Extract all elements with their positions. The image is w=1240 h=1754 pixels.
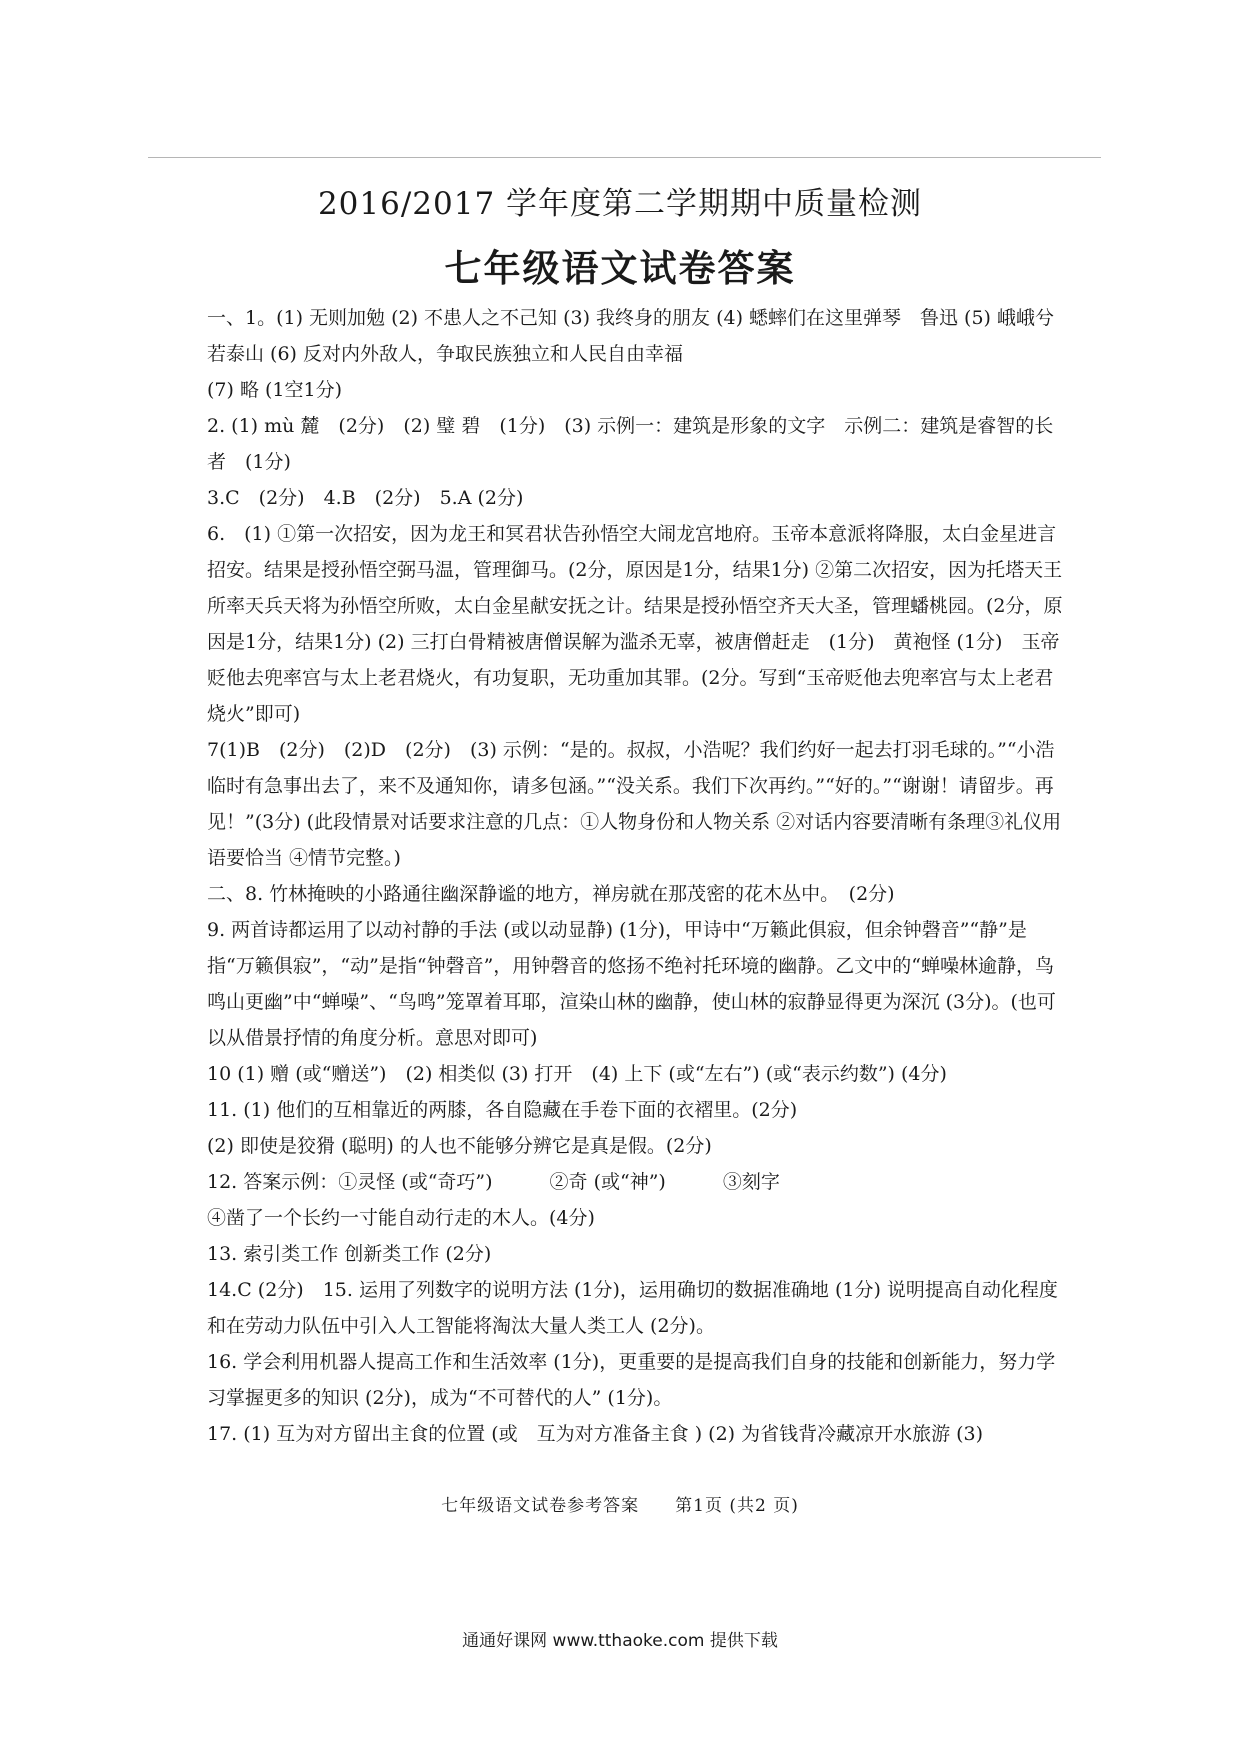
answer-8: 二、8. 竹林掩映的小路通往幽深静谧的地方，禅房就在那茂密的花木丛中。 (2分) — [207, 883, 895, 905]
exam-title: 2016/2017 学年度第二学期期中质量检测 — [317, 186, 923, 222]
answer-9: 9. 两首诗都运用了以动衬静的手法 (或以动显静) (1分)，甲诗中“万籁此俱寂，但余钟磬音”“静”是指“万籁俱寂”，“动”是指“钟磬音”，用钟磬音的悠扬不绝衬托环境的幽静。乙文中的“蝉噪林逾静，鸟鸣山更幽”中“蝉噪”、“鸟鸣”笼罩着耳耶，渲染山林的幽静，使山林的寂静显得更为深沉 (3分)。(也可以从借景抒情的角度分析。意思对即可) — [207, 919, 1056, 1049]
answer-7: 7(1)B (2分) (2)D (2分) (3) 示例：“是的。叔叔，小浩呢？我们约好一起去打羽毛球的。”“小浩临时有急事出去了，来不及通知你，请多包涵。”“没关系。我们下次再约。”“好的。”“谢谢！请留步。再见！”(3分) (此段情景对话要求注意的几点：①人物身份和人物关系 ②对话内容要清晰有条理③礼仪用语要恰当 ④情节完整。) — [207, 739, 1062, 869]
answer-12-a: 12. 答案示例：①灵怪 (或“奇巧”) ②奇 (或“神”) ③刻字 — [207, 1171, 780, 1193]
answer-11-1: 11. (1) 他们的互相靠近的两膝，各自隐藏在手卷下面的衣褶里。(2分) — [207, 1099, 798, 1121]
answer-10: 10 (1) 赠 (或“赠送”) (2) 相类似 (3) 打开 (4) 上下 (或“左右”) (或“表示约数”) (4分) — [207, 1063, 947, 1085]
answer-12-b: ④凿了一个长约一寸能自动行走的木人。(4分) — [207, 1207, 595, 1229]
answer-16: 16. 学会利用机器人提高工作和生活效率 (1分)，更重要的是提高我们自身的技能和创新能力，努力学习掌握更多的知识 (2分)，成为“不可替代的人” (1分)。 — [207, 1351, 1056, 1409]
page-footer: 七年级语文试卷参考答案 第1页 (共2 页) — [441, 1496, 799, 1516]
top-rule — [148, 157, 1101, 158]
answer-17: 17. (1) 互为对方留出主食的位置 (或 互为对方准备主食 ) (2) 为省钱背冷藏凉开水旅游 (3) — [207, 1423, 984, 1445]
answer-11-2: (2) 即使是狡猾 (聪明) 的人也不能够分辨它是真是假。(2分) — [207, 1135, 712, 1157]
answer-14-15: 14.C (2分) 15. 运用了列数字的说明方法 (1分)，运用确切的数据准确地 (1分) 说明提高自动化程度和在劳动力队伍中引入人工智能将淘汰大量人类工人 (2分)。 — [207, 1279, 1058, 1337]
answer-list — [207, 300, 1067, 1452]
answer-3-5: 3.C (2分) 4.B (2分) 5.A (2分) — [207, 487, 524, 509]
download-note: 通通好课网 www.tthaoke.com 提供下载 — [462, 1631, 778, 1651]
answer-1-7-line: (7) 略 (1空1分) — [207, 379, 342, 401]
answer-13: 13. 索引类工作 创新类工作 (2分) — [207, 1243, 492, 1265]
answer-6: 6. (1) ①第一次招安，因为龙王和冥君状告孙悟空大闹龙宫地府。玉帝本意派将降服，太白金星进言招安。结果是授孙悟空弼马温，管理御马。(2分，原因是1分，结果1分) ②第二次招安，因为托塔天王所率天兵天将为孙悟空所败，太白金星献安抚之计。结果是授孙悟空齐天大圣，管理蟠桃园。(2分，原因是1分，结果1分) (2) 三打白骨精被唐僧误解为滥杀无辜，被唐僧赶走 (1分) 黄袍怪 (1分) 玉帝贬他去兜率宫与太上老君烧火，有功复职，无功重加其罪。(2分。写到“玉帝贬他去兜率宫与太上老君烧火”即可) — [207, 523, 1063, 725]
answer-1-lines: 一、1。(1) 无则加勉 (2) 不患人之不己知 (3) 我终身的朋友 (4) 蟋蟀们在这里弹琴 鲁迅 (5) 峨峨兮若泰山 (6) 反对内外敌人，争取民族独立和人民自由幸福 — [207, 307, 1055, 365]
answer-2: 2. (1) mù 麓 (2分) (2) 璧 碧 (1分) (3) 示例一：建筑是形象的文字 示例二：建筑是睿智的长者 (1分) — [207, 415, 1054, 473]
answer-sheet-title: 七年级语文试卷答案 — [444, 246, 796, 290]
